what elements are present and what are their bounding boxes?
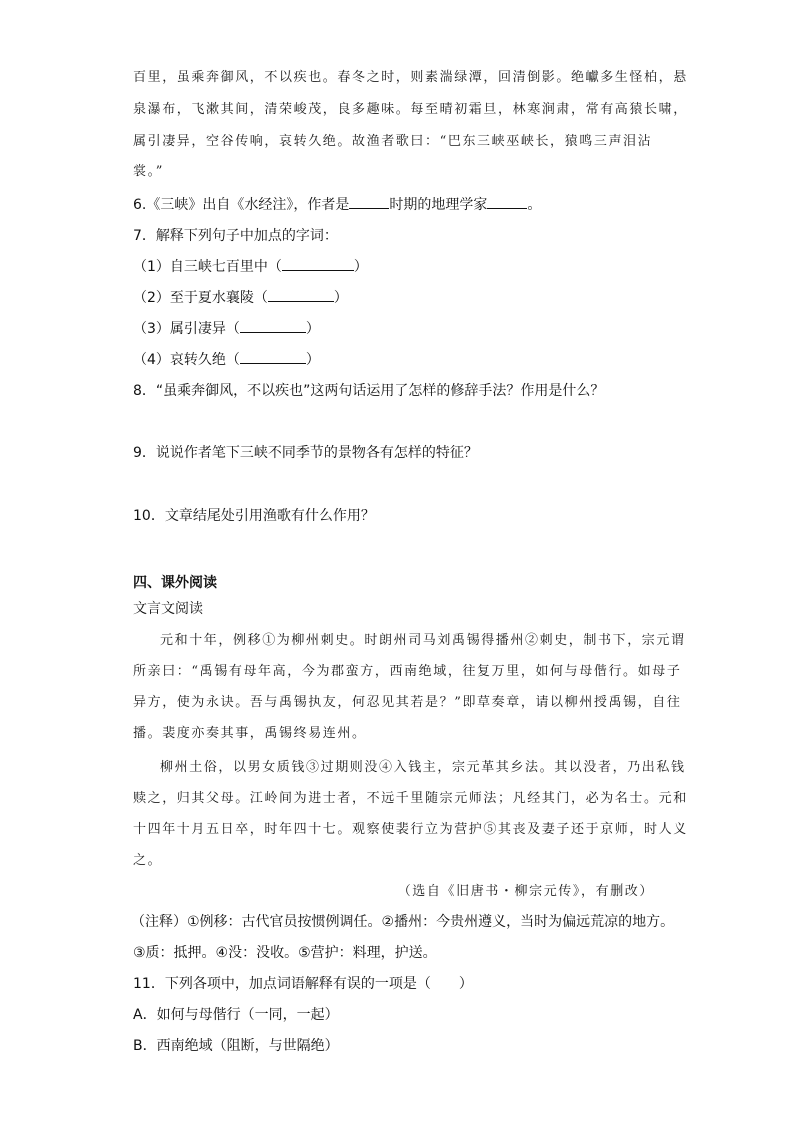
- passage2-p2-line-3: 十四年十月五日卒，时年四十七。观察使裴行立为营护⑤其丧及妻子还于京师，时人义: [133, 822, 688, 837]
- passage1-line-2: 泉瀑布，飞漱其间，清荣峻茂，良多趣味。每至晴初霜旦，林寒涧肃，常有高猿长啸，: [133, 102, 688, 117]
- q7-item-close: ）: [353, 259, 368, 275]
- question-11-stem: 11．下列各项中，加点词语解释有误的一项是（ ）: [133, 976, 473, 992]
- q7-item-label: （2）至于夏水襄陵（: [133, 290, 268, 306]
- q7-item-close: ）: [333, 290, 348, 306]
- q7-item-label: （3）属引凄异（: [133, 321, 240, 337]
- passage1-line-1: 百里，虽乘奔御风，不以疾也。春冬之时，则素湍绿潭，回清倒影。绝巘多生怪柏，悬: [133, 70, 688, 85]
- q7-blank-3[interactable]: [240, 320, 306, 333]
- question-6: [133, 194, 541, 214]
- question-7-item-2: [133, 287, 348, 307]
- passage2-p2-line-2: 赎之，归其父母。江岭间为进士者，不远千里随宗元师法；凡经其门，必为名士。元和: [133, 791, 688, 806]
- q6-blank-author[interactable]: [487, 196, 527, 209]
- question-11-option-b[interactable]: B．西南绝域（阻断，与世隔绝）: [133, 1038, 339, 1054]
- question-8: 8．“虽乘奔御风，不以疾也”这两句话运用了怎样的修辞手法？作用是什么？: [133, 383, 605, 399]
- q7-item-label: （4）哀转久绝（: [133, 352, 240, 368]
- question-7-item-4: [133, 349, 320, 369]
- passage2-p2-line-4: 之。: [133, 853, 163, 868]
- section-4-title: 四、课外阅读: [133, 575, 217, 591]
- q6-blank-era[interactable]: [349, 196, 389, 209]
- notes-line-1: （注释）①例移：古代官员按惯例调任。②播州：今贵州遵义，当时为偏远荒凉的地方。: [131, 914, 675, 930]
- passage2-p2-line-1: 柳州土俗，以男女质钱③过期则没④入钱主，宗元革其乡法。其以没者，乃出私钱: [160, 760, 686, 775]
- passage1-line-4: 裳。”: [133, 164, 164, 179]
- q7-blank-1[interactable]: [282, 258, 354, 271]
- section-4-subtitle: 文言文阅读: [133, 601, 203, 617]
- passage2-source: （选自《旧唐书・柳宗元传》，有删改）: [397, 884, 654, 899]
- q7-blank-4[interactable]: [240, 351, 306, 364]
- passage2-p1-line-3: 异方，使为永诀。吾与禹锡执友，何忍见其若是？”即草奏章，请以柳州授禹锡，自往: [133, 695, 682, 710]
- q7-item-close: ）: [305, 352, 320, 368]
- q6-middle: 时期的地理学家: [389, 197, 488, 213]
- passage2-p1-line-4: 播。裴度亦奏其事，禹锡终易连州。: [133, 726, 367, 741]
- question-7-item-3: [133, 318, 320, 338]
- q6-after: 。: [527, 197, 542, 213]
- q7-blank-2[interactable]: [268, 289, 334, 302]
- question-9: 9．说说作者笔下三峡不同季节的景物各有怎样的特征？: [133, 445, 478, 461]
- q6-before: 6.《三峡》出自《水经注》，作者是: [133, 197, 350, 213]
- q7-item-label: （1）自三峡七百里中（: [133, 259, 282, 275]
- question-11-option-a[interactable]: A．如何与母偕行（一同，一起）: [133, 1007, 339, 1023]
- passage2-p1-line-2: 所亲曰：“禹锡有母年高，今为郡蛮方，西南绝域，往复万里，如何与母偕行。如母子: [133, 664, 682, 679]
- q7-item-close: ）: [305, 321, 320, 337]
- question-10: 10．文章结尾处引用渔歌有什么作用？: [133, 508, 375, 524]
- question-7-item-1: [133, 256, 368, 276]
- passage1-line-3: 属引凄异，空谷传响，哀转久绝。故渔者歌曰：“巴东三峡巫峡长，猿鸣三声泪沾: [133, 134, 653, 149]
- notes-line-2: ③质：抵押。④没：没收。⑤营护：料理，护送。: [133, 945, 437, 961]
- passage2-p1-line-1: 元和十年，例移①为柳州刺史。时朗州司马刘禹锡得播州②刺史，制书下，宗元谓: [160, 633, 686, 648]
- question-7-stem: 7．解释下列句子中加点的字词：: [133, 228, 338, 244]
